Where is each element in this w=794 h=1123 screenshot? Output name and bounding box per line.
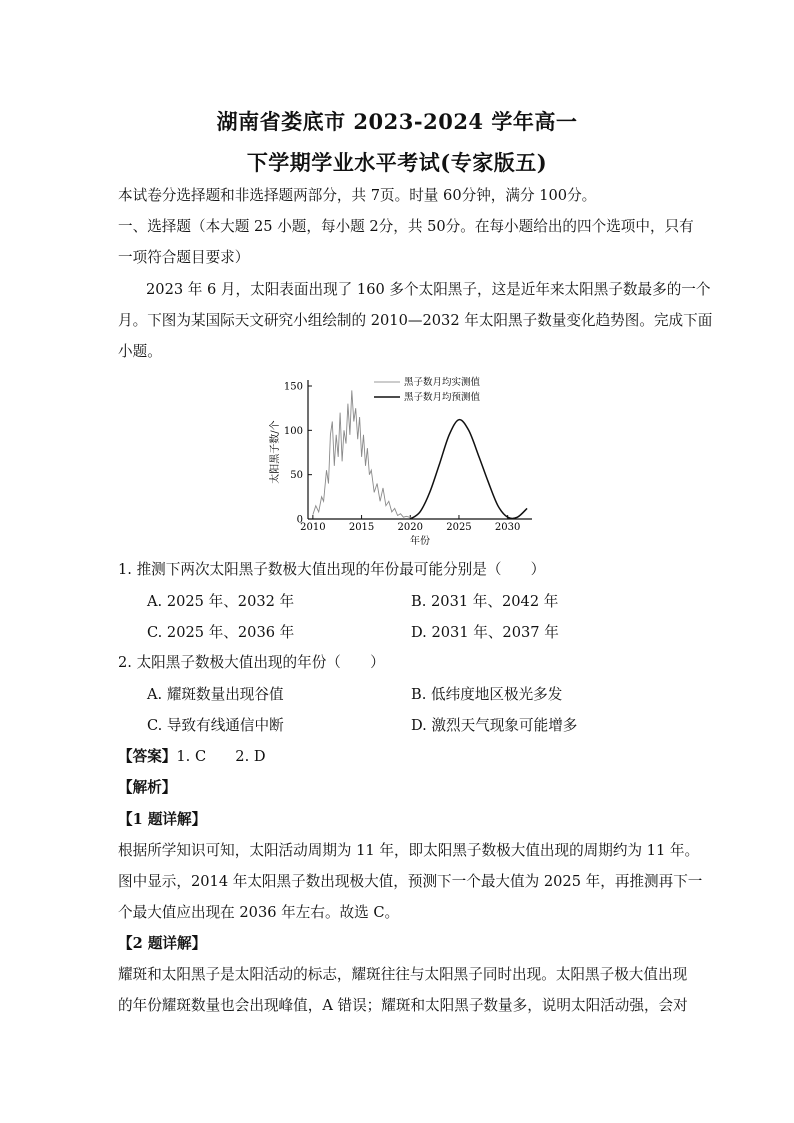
x-tick-label: 2015	[348, 522, 375, 533]
x-tick-label: 2030	[494, 522, 521, 533]
answer-label: 【答案】	[118, 748, 177, 765]
y-tick-label: 50	[290, 470, 303, 482]
q1-detail-line2: 图中显示，2014 年太阳黑子数出现极大值，预测下一个最大值为 2025 年，再推测再下一	[118, 873, 703, 890]
q1-detail-line1: 根据所学知识可知，太阳活动周期为 11 年，即太阳黑子数极大值出现的周期约为 11 年。	[118, 842, 700, 859]
analysis-label: 【解析】	[118, 779, 177, 796]
x-tick-label: 2025	[446, 522, 472, 533]
legend-label-observed: 黑子数月均实测值	[404, 377, 481, 388]
answer-text: 1. C 2. D	[176, 748, 266, 765]
question-1-option-d[interactable]: D. 2031 年、2037 年	[411, 624, 559, 641]
question-2-option-b[interactable]: B. 低纬度地区极光多发	[411, 686, 563, 703]
x-tick-label: 2020	[397, 522, 423, 533]
series-observed-line	[313, 390, 412, 518]
question-1-option-a[interactable]: A. 2025 年、2032 年	[147, 593, 295, 610]
x-tick-label: 2010	[300, 522, 326, 533]
y-tick-label: 150	[283, 381, 303, 393]
q1-detail-label: 【1 题详解】	[118, 811, 207, 828]
question-2-option-d[interactable]: D. 激烈天气现象可能增多	[411, 717, 578, 734]
x-axis-label: 年份	[410, 536, 430, 547]
q1-detail-line3: 个最大值应出现在 2036 年左右。故选 C。	[118, 904, 400, 921]
legend	[374, 376, 481, 403]
passage-line1: 2023 年 6 月，太阳表面出现了 160 多个太阳黑子，这是近年来太阳黑子数最多的一个	[146, 281, 711, 298]
question-1-stem: 1. 推测下两次太阳黑子数极大值出现的年份最可能分别是（ ）	[118, 561, 546, 578]
q2-detail-line2: 的年份耀斑数量也会出现峰值，A 错误；耀斑和太阳黑子数量多，说明太阳活动强，会对	[118, 997, 688, 1014]
question-2-stem: 2. 太阳黑子数极大值出现的年份（ ）	[118, 654, 385, 671]
y-tick-label: 0	[296, 514, 303, 526]
q2-detail-line1: 耀斑和太阳黑子是太阳活动的标志，耀斑往往与太阳黑子同时出现。太阳黑子极大值出现	[118, 966, 688, 983]
section-instruction-line1: 一、选择题（本大题 25 小题，每小题 2分，共 50分。在每小题给出的四个选项中，只有	[118, 218, 694, 235]
sunspot-chart	[262, 372, 542, 552]
y-tick-label: 100	[283, 425, 303, 437]
answer-line	[118, 747, 266, 767]
question-1-option-c[interactable]: C. 2025 年、2036 年	[147, 624, 295, 641]
legend-label-predicted: 黑子数月均预测值	[404, 392, 481, 403]
passage-line3: 小题。	[118, 343, 162, 360]
question-1-option-b[interactable]: B. 2031 年、2042 年	[411, 593, 559, 610]
series-predicted-line	[410, 420, 527, 519]
question-2-option-c[interactable]: C. 导致有线通信中断	[147, 717, 284, 734]
y-axis-label: 太阳黑子数/个	[270, 420, 281, 484]
doc-title-line2: 下学期学业水平考试(专家版五)	[246, 150, 548, 175]
section-instruction-line2: 一项符合题目要求）	[118, 249, 250, 266]
doc-title-line1: 湖南省娄底市 2023-2024 学年高一	[216, 109, 578, 134]
question-2-option-a[interactable]: A. 耀斑数量出现谷值	[147, 686, 284, 703]
q2-detail-label: 【2 题详解】	[118, 935, 207, 952]
passage-line2: 月。下图为某国际天文研究小组绘制的 2010—2032 年太阳黑子数量变化趋势图。完成下面	[118, 312, 713, 329]
exam-intro: 本试卷分选择题和非选择题两部分，共 7页。时量 60分钟，满分 100分。	[118, 187, 597, 204]
